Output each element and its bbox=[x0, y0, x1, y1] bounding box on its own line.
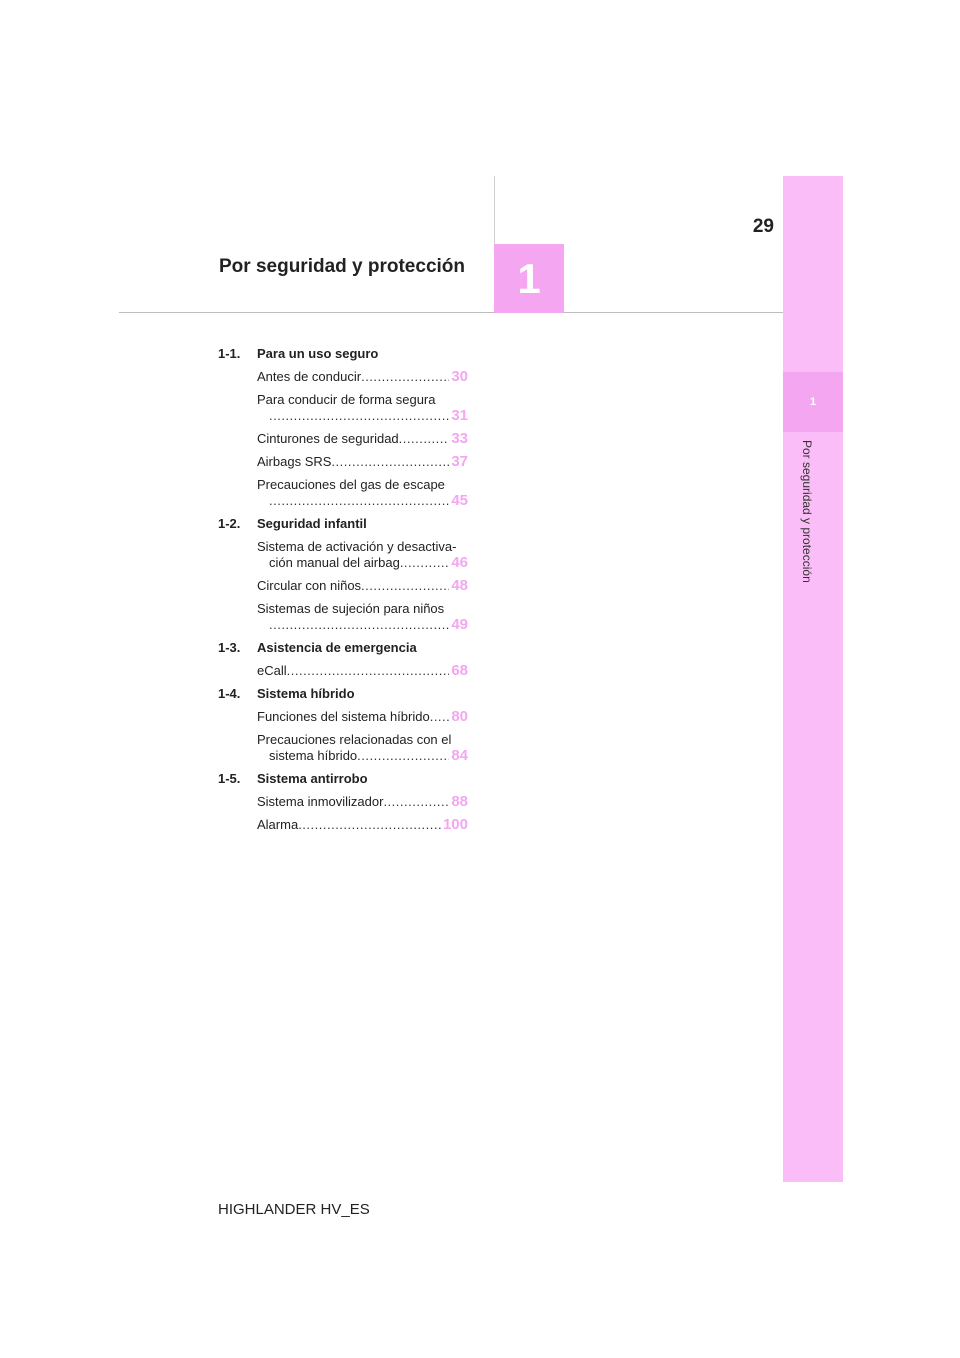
toc-entry-text: Circular con niños bbox=[257, 578, 362, 593]
toc-section-number: 1-5. bbox=[218, 771, 241, 786]
side-tab-label: Por seguridad y protección bbox=[800, 440, 814, 583]
toc-entry-text-continued: sistema híbrido bbox=[269, 748, 358, 763]
toc-section-title: Sistema antirrobo bbox=[257, 771, 368, 786]
toc-section-heading[interactable] bbox=[218, 346, 468, 362]
toc-leader-dots bbox=[400, 555, 450, 571]
toc-section-number: 1-4. bbox=[218, 686, 241, 701]
toc-entry[interactable] bbox=[257, 578, 468, 594]
toc-leader-dots bbox=[357, 748, 449, 764]
toc-section-heading[interactable] bbox=[218, 516, 468, 532]
side-tab-number: 1 bbox=[809, 396, 817, 408]
toc-leader-dots bbox=[361, 369, 449, 385]
header-divider-horizontal bbox=[119, 312, 783, 313]
table-of-contents bbox=[218, 344, 468, 840]
toc-entry[interactable] bbox=[257, 663, 468, 679]
side-thumb-strip bbox=[783, 176, 843, 1182]
toc-section-title: Seguridad infantil bbox=[257, 516, 367, 531]
toc-entry[interactable] bbox=[257, 369, 468, 385]
toc-entry-page-link[interactable]: 31 bbox=[451, 407, 468, 424]
toc-entry-text: Funciones del sistema híbrido bbox=[257, 709, 430, 724]
toc-leader-dots bbox=[361, 578, 449, 594]
toc-leader-dots bbox=[298, 817, 441, 833]
toc-entry[interactable] bbox=[257, 817, 468, 833]
toc-entry[interactable] bbox=[257, 477, 468, 509]
toc-leader-dots bbox=[399, 431, 450, 447]
toc-entry-page-link[interactable]: 37 bbox=[451, 453, 468, 470]
toc-entry-text-continued: ción manual del airbag bbox=[269, 555, 400, 570]
toc-entry-page-link[interactable]: 48 bbox=[451, 577, 468, 594]
toc-entry-text: Precauciones del gas de escape bbox=[257, 477, 445, 492]
toc-entry-text: Alarma bbox=[257, 817, 299, 832]
toc-section-heading[interactable] bbox=[218, 771, 468, 787]
toc-entry-page-link[interactable]: 30 bbox=[451, 368, 468, 385]
toc-entry-text: Antes de conducir bbox=[257, 369, 362, 384]
chapter-number-box bbox=[494, 244, 564, 313]
toc-entry-page-link[interactable]: 68 bbox=[451, 662, 468, 679]
toc-leader-dots bbox=[430, 709, 450, 725]
toc-section-number: 1-3. bbox=[218, 640, 241, 655]
toc-entry-text: Sistema de activación y desactiva- bbox=[257, 539, 457, 554]
toc-section-title: Para un uso seguro bbox=[257, 346, 379, 361]
page-number: 29 bbox=[752, 216, 774, 237]
toc-entry-page-link[interactable]: 100 bbox=[442, 816, 468, 833]
header-divider-vertical bbox=[494, 176, 495, 244]
toc-entry[interactable] bbox=[257, 454, 468, 470]
toc-entry[interactable] bbox=[257, 732, 468, 764]
toc-entry-page-link[interactable]: 49 bbox=[451, 616, 468, 633]
toc-entry-text: eCall bbox=[257, 663, 287, 678]
toc-entry-text: Precauciones relacionadas con el bbox=[257, 732, 452, 747]
toc-entry-page-link[interactable]: 84 bbox=[451, 747, 468, 764]
toc-entry[interactable] bbox=[257, 392, 468, 424]
toc-section-heading[interactable] bbox=[218, 640, 468, 656]
toc-entry-text: Sistema inmovilizador bbox=[257, 794, 384, 809]
toc-entry-text: Airbags SRS bbox=[257, 454, 332, 469]
toc-leader-dots bbox=[269, 617, 449, 633]
toc-entry-page-link[interactable]: 88 bbox=[451, 793, 468, 810]
toc-entry-text: Cinturones de seguridad bbox=[257, 431, 399, 446]
toc-entry[interactable] bbox=[257, 709, 468, 725]
toc-entry[interactable] bbox=[257, 539, 468, 571]
toc-entry-page-link[interactable]: 80 bbox=[451, 708, 468, 725]
toc-entry-text: Sistemas de sujeción para niños bbox=[257, 601, 445, 616]
toc-leader-dots bbox=[287, 663, 450, 679]
footer-model: HIGHLANDER HV_ES bbox=[218, 1201, 370, 1218]
chapter-title: Por seguridad y protección bbox=[219, 256, 465, 277]
chapter-number: 1 bbox=[517, 254, 541, 302]
toc-leader-dots bbox=[269, 493, 449, 509]
toc-section-heading[interactable] bbox=[218, 686, 468, 702]
toc-entry-page-link[interactable]: 46 bbox=[451, 554, 468, 571]
toc-entry-text: Para conducir de forma segura bbox=[257, 392, 436, 407]
toc-section-title: Asistencia de emergencia bbox=[257, 640, 417, 655]
toc-section-number: 1-2. bbox=[218, 516, 241, 531]
toc-entry[interactable] bbox=[257, 601, 468, 633]
toc-entry[interactable] bbox=[257, 431, 468, 447]
side-chapter-tab[interactable] bbox=[783, 372, 843, 432]
toc-section-number: 1-1. bbox=[218, 346, 241, 361]
toc-leader-dots bbox=[331, 454, 449, 470]
toc-entry-page-link[interactable]: 45 bbox=[451, 492, 468, 509]
toc-section-title: Sistema híbrido bbox=[257, 686, 355, 701]
toc-leader-dots bbox=[383, 794, 449, 810]
toc-entry[interactable] bbox=[257, 794, 468, 810]
toc-leader-dots bbox=[269, 408, 449, 424]
toc-entry-page-link[interactable]: 33 bbox=[451, 430, 468, 447]
